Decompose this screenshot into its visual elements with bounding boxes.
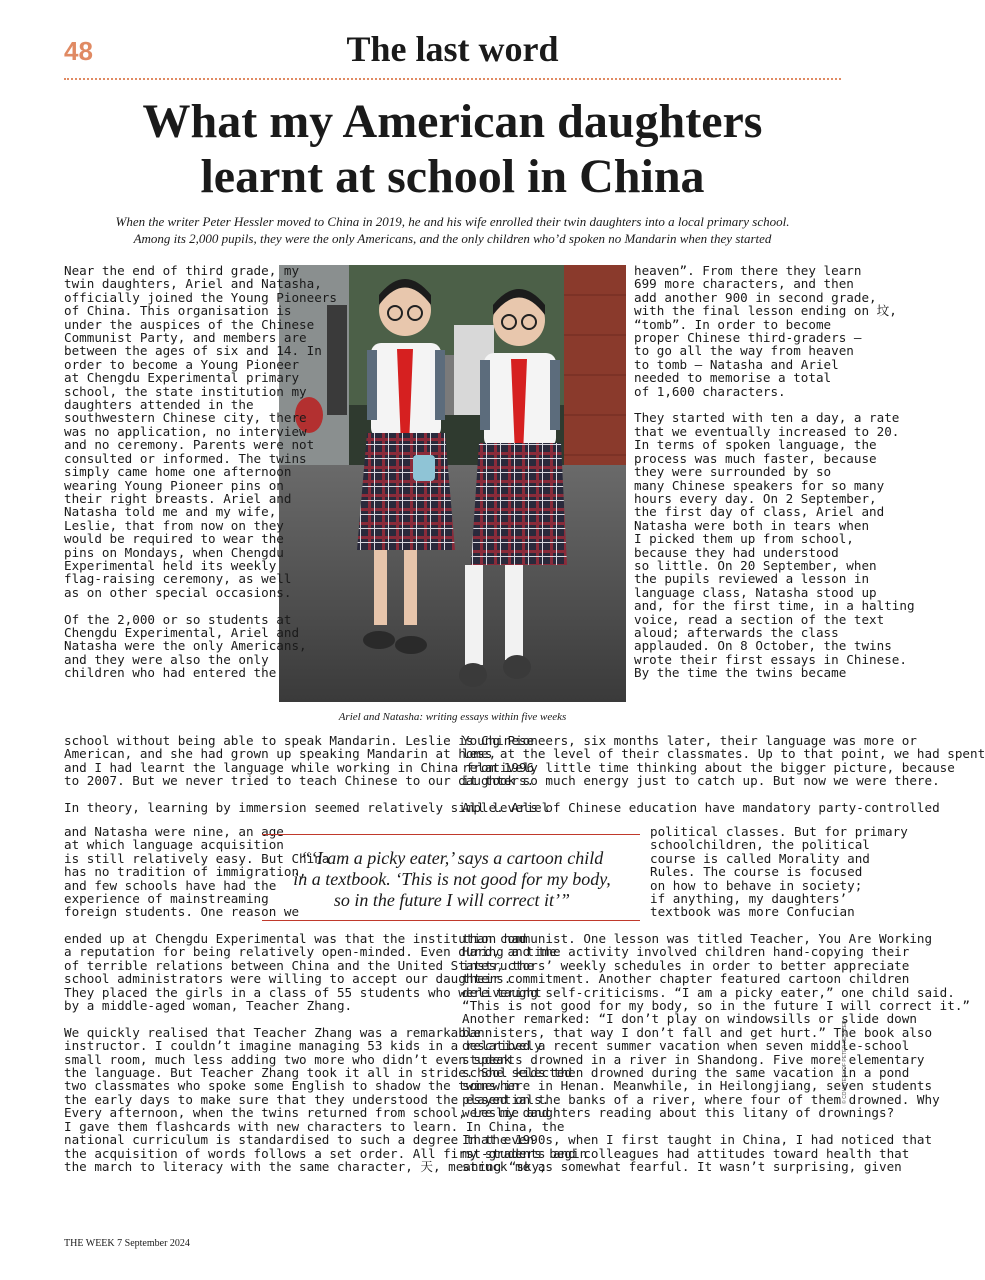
article-right-wrap: political classes. But for primary schoolchildren, the political course is called Morality and Rules. The course is focused on how to behave in society; if anything, my daughters’ textbook was more Confucian bbox=[650, 824, 908, 920]
photo-caption: Ariel and Natasha: writing essays within five weeks bbox=[338, 711, 567, 723]
pullquote-rule-top bbox=[262, 834, 640, 835]
headline-line-1: What my American daughters bbox=[142, 95, 763, 148]
page-number: 48 bbox=[64, 36, 93, 66]
article-right-mid: Young Pioneers, six months later, their language was more or less at the level of their classmates. Up to that point, we had spent relatively little time thinking about the bigger picture, because it took so much energy just to catch up. But now we were there. All levels of Chinese education have mandatory party-controlled bbox=[462, 733, 985, 816]
footer: THE WEEK 7 September 2024 bbox=[64, 1238, 190, 1249]
standfirst-line-2: Among its 2,000 pupils, they were the only Americans, and the only children who’d spoken no Mandarin when they started bbox=[133, 231, 772, 246]
headline-line-2: learnt at school in China bbox=[200, 150, 705, 203]
article-col1-top: Near the end of third grade, my twin daughters, Ariel and Natasha, officially joined the Young Pioneers of China. This organisation is under the auspices of the Chinese Communist Party, and members are between the ages of six and 14. In order to become a Young Pioneer at Chengdu Experimental primary school, the state institution my daughters attended in the southwestern Chinese city, there was no application, no interview and no ceremony. Parents were not consulted or informed. The twins simply came home one afternoon wearing Young Pioneer pins on their right breasts. Ariel and Natasha told me and my wife, Leslie, that from now on they would be required to wear the pins on Mondays, when Chengdu Experimental held its weekly flag-raising ceremony, as well as on other special occasions. Of the 2,000 or so students at Chengdu Experimental, Ariel and Natasha were the only Americans, and they were also the only children who had entered the bbox=[64, 263, 337, 681]
standfirst-line-1: When the writer Peter Hessler moved to China in 2019, he and his wife enrolled their twin daughters into a local primary school. bbox=[115, 214, 790, 229]
article-left-mid: school without being able to speak Mandarin. Leslie is Chinese American, and she had grown up speaking Mandarin at home, and I had learnt the language while working in China from 1996 to 2007. But we never tried to teach Chinese to our daughters. In theory, learning by immersion seemed relatively simple. Ariel bbox=[64, 733, 550, 816]
standfirst bbox=[64, 213, 841, 247]
pullquote-rule-bottom bbox=[262, 920, 640, 921]
article-left-bottom: ended up at Chengdu Experimental was that the institution had a reputation for being relatively open-minded. Even during a time of terrible relations between China and the United States, the school administrators were willing to accept our daughters. They placed the girls in a class of 55 students who were taught by a middle-aged woman, Teacher Zhang. We quickly realised that Teacher Zhang was a remarkable instructor. I couldn’t imagine managing 53 kids in a relatively small room, much less adding two more who didn’t even speak the language. But Teacher Zhang took it all in stride. She selected two classmates who spoke some English to shadow the twins in the early days to make sure that they understood the essentials. Every afternoon, when the twins returned from school, Leslie and I gave them flashcards with new characters to learn. In China, the national curriculum is standardised to such a degree that even the acquisition of words follows a set order. All first-graders begin the march to literacy with the same character, 天, meaning “sky; bbox=[64, 931, 588, 1174]
headline bbox=[40, 94, 865, 204]
section-title: The last word bbox=[346, 29, 559, 69]
photo-credit: © COURTESY OF PETER HESSLER bbox=[842, 1020, 848, 1104]
pullquote-line-1: “‘I am a picky eater,’ says a cartoon child bbox=[300, 848, 604, 868]
pullquote-line-2: in a textbook. ‘This is not good for my body, bbox=[293, 869, 611, 889]
pullquote bbox=[262, 848, 642, 911]
article-col3-top: heaven”. From there they learn 699 more characters, and then add another 900 in second grade, with the final lesson ending on 坟, “tomb”. In order to become proper Chinese third-graders – to go all the way from heaven to tomb – Natasha and Ariel needed to memorise a total of 1,600 characters. They started with ten a day, a rate that we eventually increased to 20. In terms of spoken language, the process was much faster, because they were surrounded by so many Chinese speakers for so many hours every day. On 2 September, the first day of class, Ariel and Natasha were both in tears when I picked them up from school, because they had understood so little. On 20 September, when the pupils reviewed a lesson in language class, Natasha stood up and, for the first time, in a halting voice, read a section of the text aloud; afterwards the class applauded. On 8 October, the twins wrote their first essays in Chinese. By the time the twins became bbox=[634, 263, 915, 681]
article-right-bottom: than communist. One lesson was titled Teacher, You Are Working Hard, and the activity involved children hand-copying their instructors’ weekly schedules in order to better appreciate their commitment. Another chapter featured cartoon children delivering self-criticisms. “I am a picky eater,” one child said. “This is not good for my body, so in the future I will correct it.” Another remarked: “I don’t play on windowsills or slide down bannisters, that way I don’t fall and get hurt.” The book also described a recent summer vacation when seven middle-school students drowned in a river in Shandong. Five more elementary school kids then drowned during the same vacation in a pond somewhere in Henan. Meanwhile, in Heilongjiang, seven students played on the banks of a river, where four of them drowned. Why were my daughters reading about this litany of drownings? In the 1990s, when I first taught in China, I had noticed that my students and colleagues had attitudes toward health that struck me as somewhat fearful. It wasn’t surprising, given bbox=[462, 931, 970, 1174]
pullquote-line-3: so in the future I will correct it’” bbox=[333, 890, 571, 910]
header-dotted-rule bbox=[64, 78, 841, 80]
article-left-wrap: and Natasha were nine, an age at which language acquisition is still relatively easy. But China has no tradition of immigration, and few schools have had the experience of mainstreaming foreign students. One reason we bbox=[64, 824, 330, 920]
